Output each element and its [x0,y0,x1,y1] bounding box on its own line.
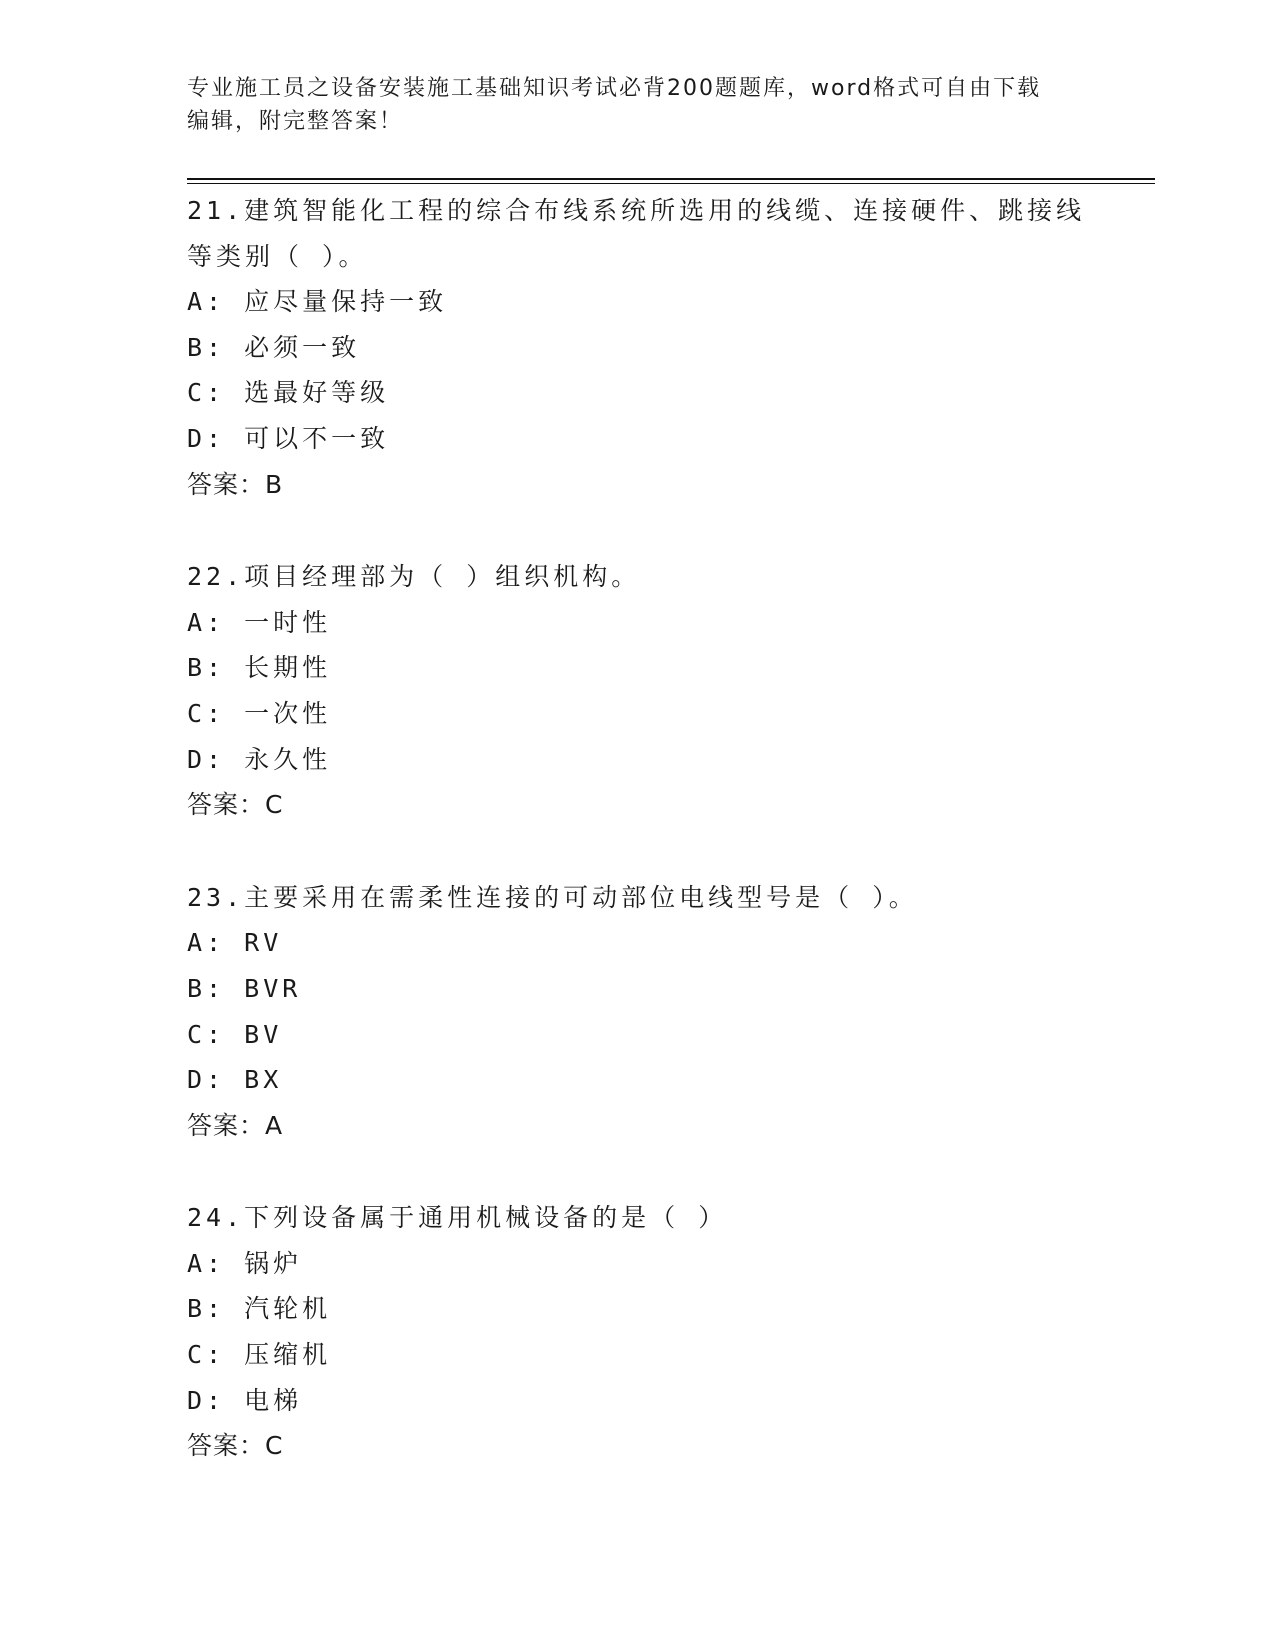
option-d: D: 电梯 [187,1385,303,1415]
question-stem: 22.项目经理部为（ ）组织机构。 [187,562,641,592]
option-d: D: 永久性 [187,744,332,774]
question-stem: 21.建筑智能化工程的综合布线系统所选用的线缆、连接硬件、跳接线 [187,196,1086,225]
question-24 [187,1195,1147,1469]
option-b: B: 必须一致 [187,332,361,362]
question-stem: 24.下列设备属于通用机械设备的是（ ） [187,1203,728,1233]
header-line-1: 专业施工员之设备安装施工基础知识考试必背200题题库，word格式可自由下载 [187,76,1042,101]
header-rule-thin [187,183,1155,184]
option-a: A: 一时性 [187,607,332,637]
option-a: A: 锅炉 [187,1248,303,1278]
option-d: D: BX [187,1065,283,1095]
header-line-2: 编辑，附完整答案！ [187,109,404,134]
question-list [187,188,1147,1516]
option-c: C: 选最好等级 [187,378,390,408]
option-c: C: BV [187,1019,283,1049]
header-rule-thick [187,178,1155,180]
question-23 [187,875,1147,1149]
question-21 [187,188,1147,507]
option-b: B: BVR [187,973,302,1003]
option-c: C: 一次性 [187,698,332,728]
question-22 [187,554,1147,828]
option-a: A: 应尽量保持一致 [187,287,448,317]
option-b: B: 长期性 [187,653,332,683]
question-stem: 23.主要采用在需柔性连接的可动部位电线型号是（ ）。 [187,882,918,912]
question-stem: 等类别（ ）。 [187,241,368,271]
option-c: C: 压缩机 [187,1340,332,1370]
answer-label: 答案：C [187,790,284,820]
option-b: B: 汽轮机 [187,1294,332,1324]
document-header [187,72,1087,138]
option-a: A: RV [187,928,283,958]
answer-label: 答案：B [187,469,284,499]
answer-label: 答案：A [187,1110,284,1140]
answer-label: 答案：C [187,1431,284,1461]
option-d: D: 可以不一致 [187,423,390,453]
